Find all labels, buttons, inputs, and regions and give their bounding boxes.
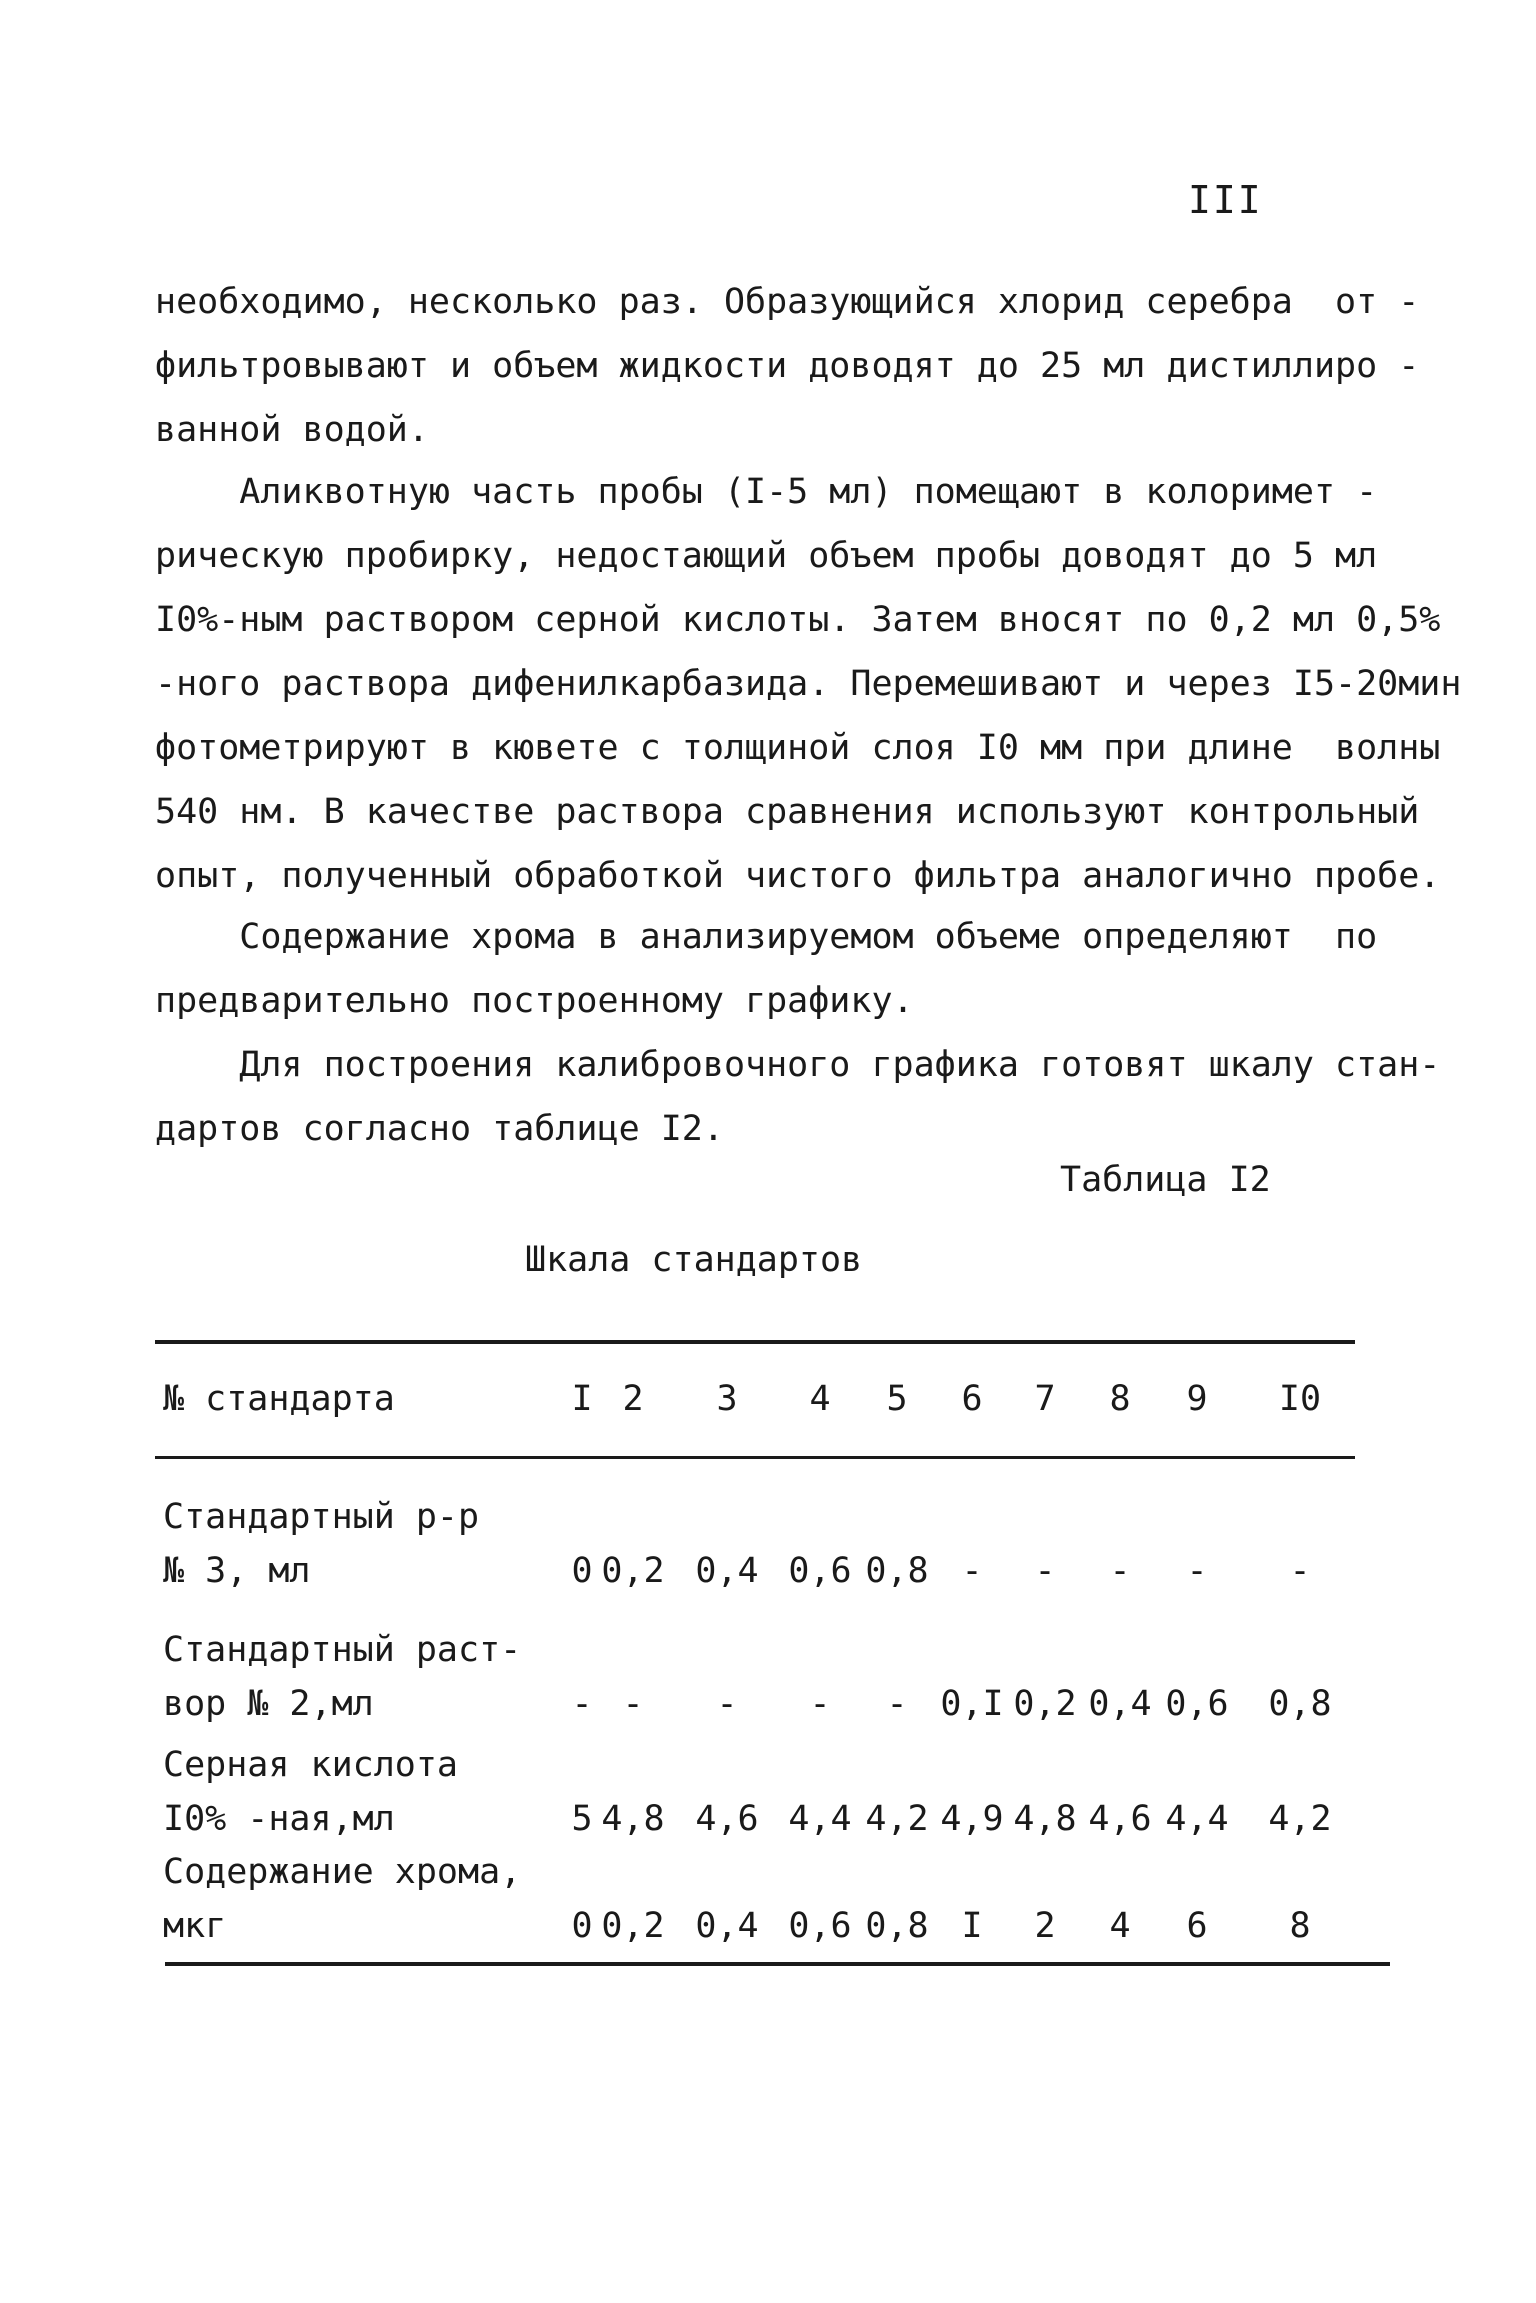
table-cell: 8	[1289, 1906, 1311, 1946]
paragraph-chromium-content	[155, 905, 1380, 1033]
text-line: опыт, полученный обработкой чистого фильтра аналогично пробе.	[155, 856, 1441, 896]
table-cell: -	[1186, 1551, 1208, 1591]
table-cell: 4,8	[1013, 1799, 1077, 1839]
text-line: рическую пробирку, недостающий объем пробы доводят до 5 мл	[155, 536, 1378, 576]
table-cell: 6	[1186, 1906, 1208, 1946]
column-header: 6	[961, 1379, 983, 1419]
table-cell: 0,I	[940, 1684, 1004, 1724]
row-label-line: мкг	[163, 1906, 227, 1946]
table-cell: 0,4	[1088, 1684, 1152, 1724]
table-cell: 4,4	[788, 1799, 852, 1839]
table-cell: 2	[1034, 1906, 1056, 1946]
text-line: Для построения калибровочного графика готовят шкалу стан-	[155, 1045, 1441, 1085]
table-cell: -	[1109, 1551, 1131, 1591]
paragraph-procedure	[155, 460, 1462, 908]
table-cell: 0,8	[865, 1906, 929, 1946]
table-cell: 0,2	[601, 1906, 665, 1946]
table-cell: I	[961, 1906, 983, 1946]
column-header: 4	[809, 1379, 831, 1419]
text-line: ванной водой.	[155, 410, 429, 450]
column-header: 5	[886, 1379, 908, 1419]
text-line: фильтровывают и объем жидкости доводят до 25 мл дистиллиро -	[155, 346, 1420, 386]
table-cell: -	[886, 1684, 908, 1724]
table-cell: 4,2	[865, 1799, 929, 1839]
table-cell: 0,6	[788, 1906, 852, 1946]
table-top-rule	[155, 1340, 1355, 1344]
table-cell: 0,4	[695, 1551, 759, 1591]
row-label-line: Серная кислота	[163, 1745, 459, 1785]
table-cell: 4,8	[601, 1799, 665, 1839]
page-number: III	[1188, 178, 1263, 222]
text-line: Содержание хрома в анализируемом объеме определяют по	[155, 917, 1378, 957]
table-cell: 0,6	[788, 1551, 852, 1591]
header-label: № стандарта	[163, 1379, 395, 1419]
table-cell: -	[809, 1684, 831, 1724]
text-line: предварительно построенному графику.	[155, 981, 914, 1021]
paragraph-calibration	[155, 1033, 1441, 1161]
table-cell: 0,2	[601, 1551, 665, 1591]
column-header: 3	[716, 1379, 738, 1419]
table-cell: -	[571, 1684, 593, 1724]
text-line: Аликвотную часть пробы (I-5 мл) помещают в колоримет -	[155, 472, 1378, 512]
text-line: 540 нм. В качестве раствора сравнения используют контрольный	[155, 792, 1420, 832]
table-cell: -	[1289, 1551, 1311, 1591]
text-line: необходимо, несколько раз. Образующийся хлорид серебра от -	[155, 282, 1420, 322]
table-cell: -	[622, 1684, 644, 1724]
table-cell: 0	[571, 1906, 593, 1946]
row-label-line: № 3, мл	[163, 1551, 311, 1591]
row-label	[163, 1738, 543, 1846]
text-line: I0%-ным раствором серной кислоты. Затем вносят по 0,2 мл 0,5%	[155, 600, 1441, 640]
table-cell: -	[1034, 1551, 1056, 1591]
row-label-line: Стандартный р-р	[163, 1497, 480, 1537]
table-bottom-rule	[165, 1962, 1390, 1966]
table-cell: 0,8	[865, 1551, 929, 1591]
text-line: фотометрируют в кювете с толщиной слоя I0 мм при длине волны	[155, 728, 1441, 768]
column-header: I0	[1278, 1379, 1322, 1419]
row-label-line: I0% -ная,мл	[163, 1799, 395, 1839]
table-cell: -	[961, 1551, 983, 1591]
table-cell: 4,2	[1268, 1799, 1332, 1839]
table-cell: 4,9	[940, 1799, 1004, 1839]
table-cell: 0	[571, 1551, 593, 1591]
row-label	[163, 1490, 543, 1598]
table-caption: Таблица I2	[1060, 1160, 1271, 1200]
column-header: 9	[1186, 1379, 1208, 1419]
text-line: дартов согласно таблице I2.	[155, 1109, 724, 1149]
table-header-rule	[155, 1456, 1355, 1459]
table-cell: 0,2	[1013, 1684, 1077, 1724]
table-cell: 4,6	[1088, 1799, 1152, 1839]
row-label-line: Стандартный раст-	[163, 1630, 522, 1670]
column-header: 8	[1109, 1379, 1131, 1419]
table-cell: 0,6	[1165, 1684, 1229, 1724]
table-cell: 0,8	[1268, 1684, 1332, 1724]
table-cell: -	[716, 1684, 738, 1724]
row-label-line: Содержание хрома,	[163, 1852, 522, 1892]
column-header: I	[571, 1379, 593, 1419]
column-header: 7	[1034, 1379, 1056, 1419]
table-cell: 4,6	[695, 1799, 759, 1839]
table-cell: 4	[1109, 1906, 1131, 1946]
table-cell: 0,4	[695, 1906, 759, 1946]
text-line: -ного раствора дифенилкарбазида. Перемешивают и через I5-20мин	[155, 664, 1462, 704]
row-label-line: вор № 2,мл	[163, 1684, 374, 1724]
row-label	[163, 1845, 543, 1953]
table-cell: 5	[571, 1799, 593, 1839]
table-cell: 4,4	[1165, 1799, 1229, 1839]
paragraph-filtration	[155, 270, 1420, 462]
row-label	[163, 1623, 543, 1731]
table-title: Шкала стандартов	[525, 1240, 863, 1280]
column-header: 2	[622, 1379, 644, 1419]
